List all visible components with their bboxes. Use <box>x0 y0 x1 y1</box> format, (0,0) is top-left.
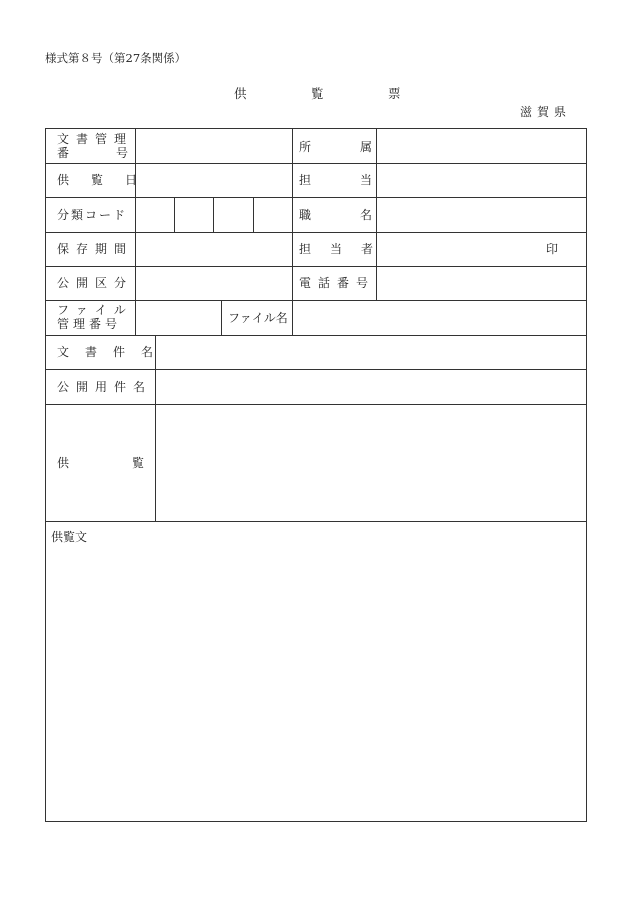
title-char-1: 供 <box>234 86 247 101</box>
viewing-date-field[interactable] <box>136 164 291 196</box>
viewing-text-field[interactable] <box>47 549 585 820</box>
person-label: 担当者 <box>299 242 393 256</box>
file-mgmt-no-field[interactable] <box>136 301 220 334</box>
disclosure-field[interactable] <box>136 267 291 299</box>
affiliation-field[interactable] <box>377 130 585 162</box>
public-title-label: 公開用件名 <box>57 380 153 394</box>
retention-label: 保存期間 <box>57 242 134 256</box>
phone-label: 電話番号 <box>299 276 376 290</box>
retention-field[interactable] <box>136 233 291 265</box>
form-number: 様式第８号（第27条関係） <box>45 51 187 65</box>
doc-title-label: 文書件名 <box>57 345 170 359</box>
viewing-text-label: 供覧文 <box>51 530 88 544</box>
col-divider <box>221 300 222 335</box>
class-code-label: 分類コード <box>57 208 128 222</box>
file-name-label: ファイル名 <box>228 311 288 325</box>
viewing-field[interactable] <box>156 405 585 520</box>
doc-title-field[interactable] <box>156 336 585 368</box>
row-divider <box>46 521 586 522</box>
form-table <box>45 128 587 822</box>
viewing-label-1: 供 <box>57 456 70 470</box>
doc-mgmt-no-field[interactable] <box>136 130 291 162</box>
post-label-1: 職 <box>299 208 312 222</box>
title-char-2: 覧 <box>311 86 324 101</box>
viewing-label-2: 覧 <box>132 456 145 470</box>
post-field[interactable] <box>377 198 585 231</box>
form-title <box>0 84 630 102</box>
phone-field[interactable] <box>377 267 585 299</box>
public-title-field[interactable] <box>156 370 585 403</box>
post-label-2: 名 <box>360 208 373 222</box>
charge-field[interactable] <box>377 164 585 196</box>
class-code-box-3[interactable] <box>214 198 252 231</box>
title-char-3: 票 <box>388 86 401 101</box>
doc-mgmt-label-2: 番号 <box>57 146 176 160</box>
file-mgmt-label-2: 管理番号 <box>57 317 122 331</box>
class-code-box-1[interactable] <box>136 198 173 231</box>
class-code-box-4[interactable] <box>254 198 291 231</box>
affiliation-label-1: 所 <box>299 140 312 154</box>
class-code-box-2[interactable] <box>175 198 212 231</box>
file-mgmt-label-1: ファイル <box>57 303 133 317</box>
doc-mgmt-label-1: 文書管理 <box>57 132 134 146</box>
file-name-field[interactable] <box>293 301 585 334</box>
prefecture-name: 滋賀県 <box>520 105 572 119</box>
person-field[interactable] <box>377 233 537 265</box>
seal-label: 印 <box>546 242 559 256</box>
disclosure-label: 公開区分 <box>57 276 134 290</box>
viewing-date-label: 供覧日 <box>57 173 160 187</box>
charge-label-2: 当 <box>360 173 373 187</box>
charge-label-1: 担 <box>299 173 312 187</box>
affiliation-label-2: 属 <box>360 140 373 154</box>
